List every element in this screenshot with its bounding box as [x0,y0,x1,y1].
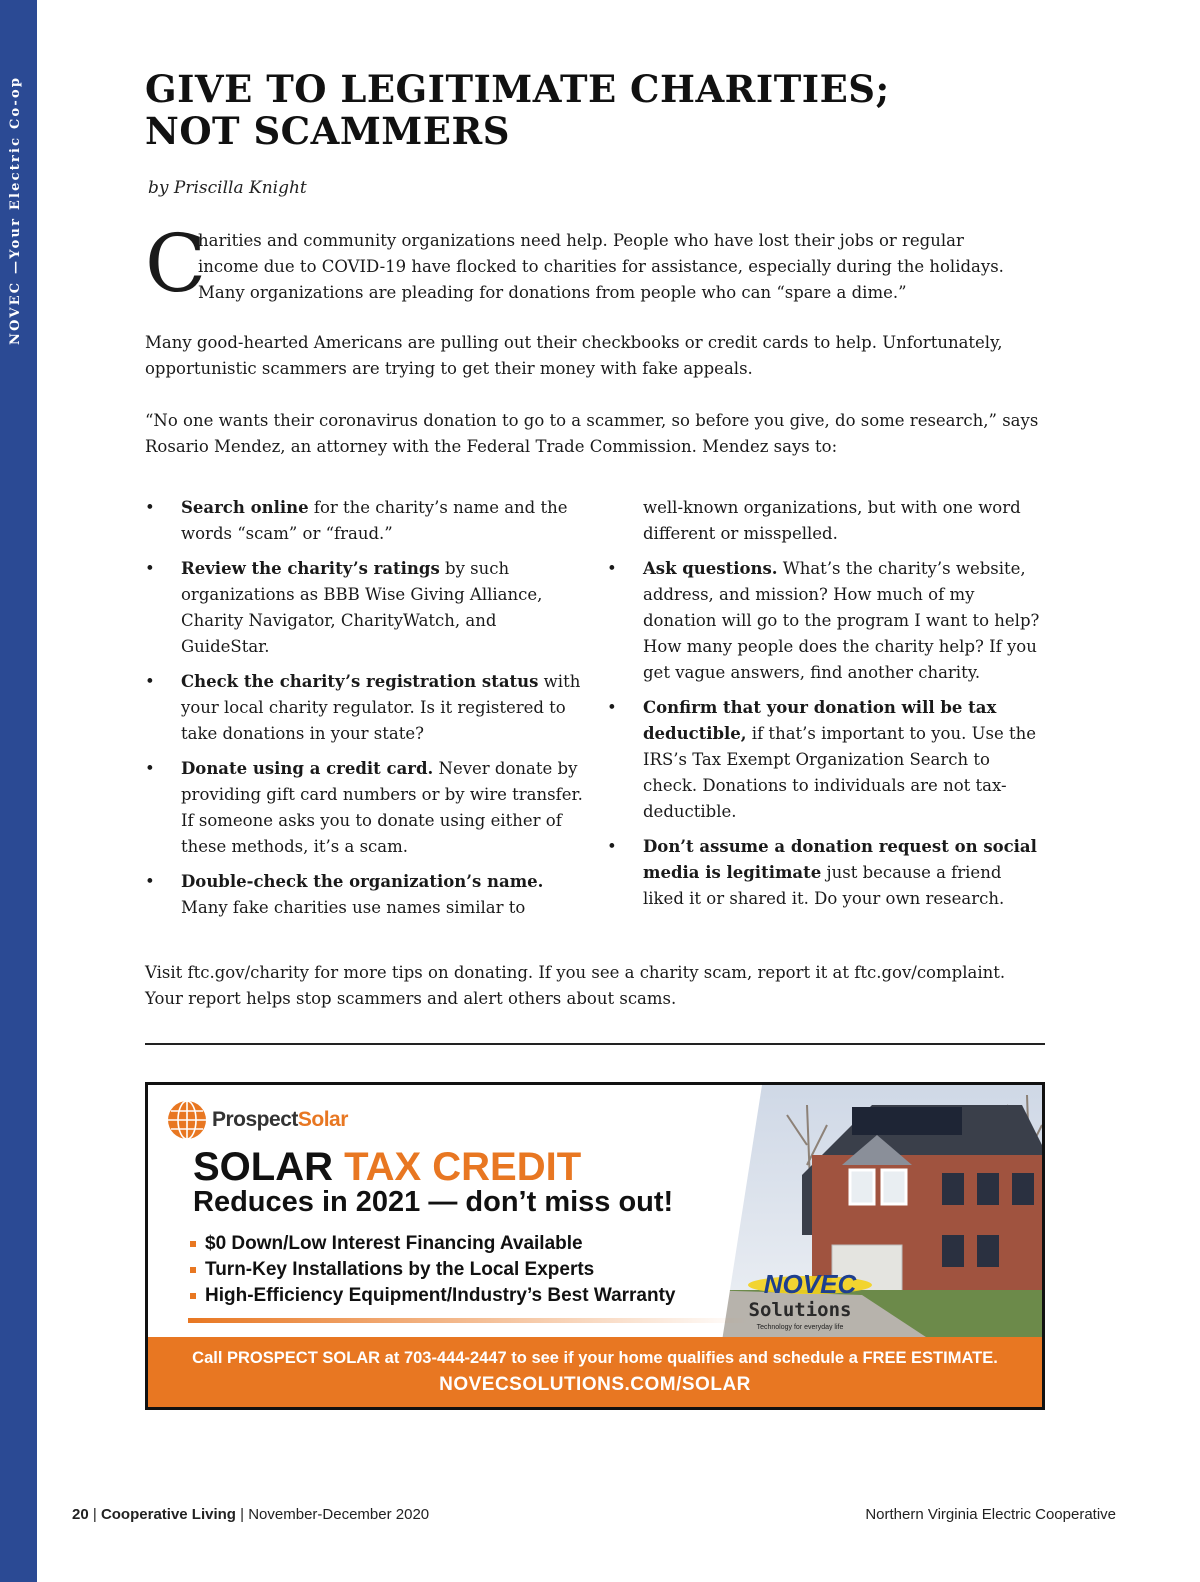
tip-heading: Double-check the organization’s name. [181,872,544,891]
headline-tax-credit: TAX CREDIT [344,1145,582,1189]
issue-date: November-December 2020 [248,1506,430,1523]
novec-solutions-word: Solutions [748,1299,852,1321]
tip-text: for the charity’s name and the words “scam” or “fraud.” [181,498,568,543]
tip-item [145,669,585,747]
title-line-2: NOT SCAMMERS [145,109,510,153]
bullet-dot: • [607,837,617,856]
logo-word-prospect: Prospect [212,1108,298,1131]
tip-heading: Don’t assume a donation request on social media is legitimate [643,837,1037,882]
tip-heading: Confirm that your donation will be tax deductible, [643,698,997,743]
globe-icon [166,1099,208,1141]
sidebar-band [0,0,37,1582]
section-divider [145,1043,1045,1045]
magazine-name: Cooperative Living [100,1506,236,1523]
intro-text: harities and community organizations need help. People who have lost their jobs or regular income due to COVID-19 have flocked to charities for assistance, especially during the holidays. Many organizations are pleading for donations from people who can “spare a dime.” [198,231,1004,302]
paragraph-3: “No one wants their coronavirus donation to go to a scammer, so before you give, do some research,” says Rosario Mendez, an attorney with the Federal Trade Commission. Mendez says to: [145,411,1039,456]
solar-advertisement[interactable] [145,1082,1045,1410]
ad-headline [193,1145,581,1189]
headline-solar: SOLAR [193,1145,345,1189]
bullet-dot: • [145,498,155,517]
ad-subhead: Reduces in 2021 — don’t miss out! [193,1186,674,1218]
tip-item [145,556,585,660]
prospect-solar-logo [166,1099,348,1141]
bullet-dot: • [145,672,155,691]
drop-cap: C [145,217,207,310]
tip-text: with your local charity regulator. Is it registered to take donations in your state? [181,672,581,743]
accent-line [188,1318,748,1323]
title-line-1: GIVE TO LEGITIMATE CHARITIES; [145,67,890,111]
tip-item [607,556,1047,686]
logo-wordmark [212,1108,348,1132]
tips-column-left [145,495,585,930]
tip-text: by such organizations as BBB Wise Giving Alliance, Charity Navigator, CharityWatch, and GuideStar. [181,559,543,656]
page-number: 20 [72,1506,89,1523]
footer-separator: | [92,1506,97,1523]
novec-wordmark: NOVEC [763,1269,857,1299]
cta-url-link[interactable]: NOVECSOLUTIONS.COM/SOLAR [439,1374,751,1395]
ad-cta-bar[interactable] [148,1337,1042,1407]
novec-tagline: Technology for everyday life [756,1324,844,1331]
footer-left [72,1506,429,1523]
tip-heading: Check the charity’s registration status [181,672,539,691]
tip-text: just because a friend liked it or shared it. Do your own research. [643,863,1005,908]
ad-feature-list [190,1231,676,1309]
paragraph-2: Many good-hearted Americans are pulling out their checkbooks or credit cards to help. Unfortunately, opportunistic scammers are trying to get their money with fake appeals. [145,333,1003,378]
tip-text: if that’s important to you. Use the IRS’s Tax Exempt Organization Search to check. Donations to individuals are not tax-deductible. [643,724,1036,821]
bullet-dot: • [145,872,155,891]
novec-solutions-logo [748,1269,873,1335]
tip-heading: Review the charity’s ratings [181,559,440,578]
feature-item: High-Efficiency Equipment/Industry’s Best Warranty [190,1283,676,1309]
cta-phone-text: Call PROSPECT SOLAR at 703-444-2447 to see if your home qualifies and schedule a FREE ESTIMATE. [192,1349,998,1367]
tip-item [145,869,585,921]
feature-item: $0 Down/Low Interest Financing Available [190,1231,676,1257]
sidebar-label: NOVEC —Your Electric Co-op [8,75,23,345]
footer-publisher: Northern Virginia Electric Cooperative [865,1506,1116,1523]
tip-continuation: well-known organizations, but with one word different or misspelled. [643,498,1021,543]
tip-heading: Search online [181,498,309,517]
tip-text: Never donate by providing gift card numbers or by wire transfer. If someone asks you to donate using either of these methods, it’s a scam. [181,759,583,856]
tips-column-right [607,495,1047,921]
intro-paragraph [145,217,1025,310]
tip-item [607,695,1047,825]
bullet-dot: • [607,559,617,578]
tip-item [607,834,1047,912]
tip-heading: Ask questions. [643,559,778,578]
tip-text: What’s the charity’s website, address, and mission? How much of my donation will go to the program I want to help? How many people does the charity help? If you get vague answers, find another charity. [643,559,1040,682]
tip-item [145,756,585,860]
byline: by Priscilla Knight [148,178,307,198]
closing-paragraph: Visit ftc.gov/charity for more tips on donating. If you see a charity scam, report it at ftc.gov/complaint. Your report helps stop scammers and alert others about scams. [145,963,1006,1008]
bullet-dot: • [607,698,617,717]
tip-heading: Donate using a credit card. [181,759,434,778]
bullet-dot: • [145,759,155,778]
article-title [145,68,1045,152]
tip-item [145,495,585,547]
footer-separator: | [240,1506,245,1523]
tip-text: Many fake charities use names similar to [181,898,526,917]
logo-word-solar: Solar [297,1108,348,1131]
feature-item: Turn-Key Installations by the Local Experts [190,1257,676,1283]
bullet-dot: • [145,559,155,578]
